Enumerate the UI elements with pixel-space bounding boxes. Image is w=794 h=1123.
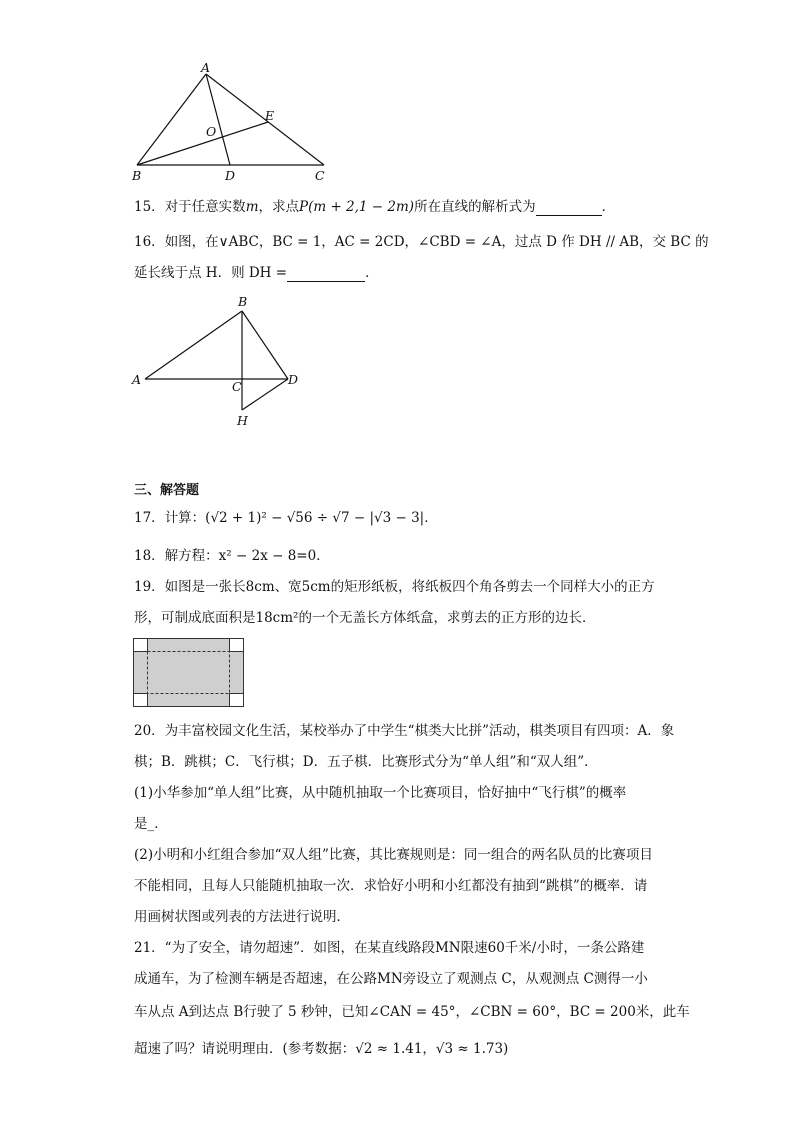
label-h: H (237, 413, 248, 428)
question-20-part-1-line-2: 是_． (134, 816, 168, 832)
answer-blank (536, 201, 602, 216)
segment-ad (206, 74, 230, 165)
question-20-part-2-line-3: 用画树状图或列表的方法进行说明． (134, 909, 350, 925)
cardboard-rect (134, 639, 244, 707)
question-number: 15． (134, 199, 165, 215)
math-point-p: P(m + 2,1 − 2m) (299, 199, 415, 215)
label-b: B (132, 168, 142, 183)
label-d: D (225, 168, 236, 183)
section-heading: 三、解答题 (134, 483, 200, 498)
question-text: ． (601, 199, 616, 215)
question-18 (134, 547, 330, 565)
answer-blank (287, 267, 365, 282)
corner-square (230, 694, 244, 707)
question-21-line-3: 车从点 A到达点 B行驶了 5 秒钟，已知∠CAN = 45°，∠CBN = 60°，BC = 200米，此车 (134, 1004, 690, 1020)
corner-square (230, 639, 244, 652)
question-number: 16． (134, 234, 165, 250)
question-19-line-1: 19．如图是一张长8cm、宽5cm的矩形纸板，将纸板四个角各剪去一个同样大小的正方 (134, 579, 655, 595)
question-text: 所在直线的解析式为 (414, 199, 536, 215)
question-21-line-4: 超速了吗？请说明理由．(参考数据：√2 ≈ 1.41，√3 ≈ 1.73) (134, 1041, 509, 1057)
figure-triangle-abd-h (128, 292, 318, 432)
segment-ab (137, 74, 206, 165)
figure-triangle-abc-o (128, 62, 338, 187)
question-21-line-1: 21．“为了安全，请勿超速”．如图，在某直线路段MN限速60千米/小时，一条公路建 (134, 940, 645, 956)
corner-square (134, 694, 148, 707)
math-m: m (245, 199, 259, 215)
question-number: 17． (134, 510, 165, 526)
question-number: 18． (134, 548, 165, 564)
segment-bd (242, 311, 288, 379)
label-c: C (315, 168, 325, 183)
question-text: 解方程：x² − 2x − 8=0． (164, 548, 330, 564)
question-text: 计算：(√2 + 1)² − √56 ÷ √7 − |√3 − 3|． (164, 510, 438, 526)
label-d: D (288, 372, 299, 387)
question-20-part-2-line-1: (2)小明和小红组合参加“双人组”比赛，其比赛规则是：同一组合的两名队员的比赛项目 (134, 847, 653, 863)
question-16-line-1 (134, 233, 709, 251)
question-text: ． (365, 265, 379, 281)
question-20-part-1-line-1: (1)小华参加“单人组”比赛，从中随机抽取一个比赛项目，恰好抽中“飞行棋”的概率 (134, 785, 627, 801)
question-19-line-2: 形，可制成底面积是18cm²的一个无盖长方体纸盒，求剪去的正方形的边长． (134, 610, 596, 626)
segment-be (137, 122, 268, 165)
label-b: B (238, 294, 248, 309)
question-15 (134, 198, 615, 216)
segment-ab (145, 311, 242, 379)
question-20-line-2: 棋；B．跳棋；C．飞行棋；D．五子棋．比赛形式分为“单人组”和“双人组”． (134, 754, 598, 770)
label-c: C (232, 379, 242, 394)
question-text: 延长线于点 H．则 DH = (134, 265, 288, 281)
label-o: O (206, 124, 217, 139)
segment-dh (242, 379, 288, 410)
question-text: ，求点 (258, 199, 299, 215)
label-a: A (201, 62, 211, 75)
figure-cardboard (133, 638, 245, 708)
corner-square (134, 639, 148, 652)
question-21-line-2: 成通车，为了检测车辆是否超速，在公路MN旁设立了观测点 C，从观测点 C测得一小 (134, 971, 648, 987)
question-16-line-2 (134, 264, 379, 282)
question-text: 如图，在∨ABC，BC = 1，AC = 2CD，∠CBD = ∠A，过点 D 作 DH // AB，交 BC 的 (164, 234, 709, 250)
question-20-line-1: 20．为丰富校园文化生活，某校举办了中学生“棋类大比拼”活动，棋类项目有四项：A．象 (134, 723, 675, 739)
label-e: E (265, 108, 275, 123)
question-20-part-2-line-2: 不能相同，且每人只能随机抽取一次．求恰好小明和小红都没有抽到“跳棋”的概率．请 (134, 878, 648, 894)
question-text: 对于任意实数 (164, 199, 246, 215)
label-a: A (132, 372, 142, 387)
question-17 (134, 509, 438, 527)
